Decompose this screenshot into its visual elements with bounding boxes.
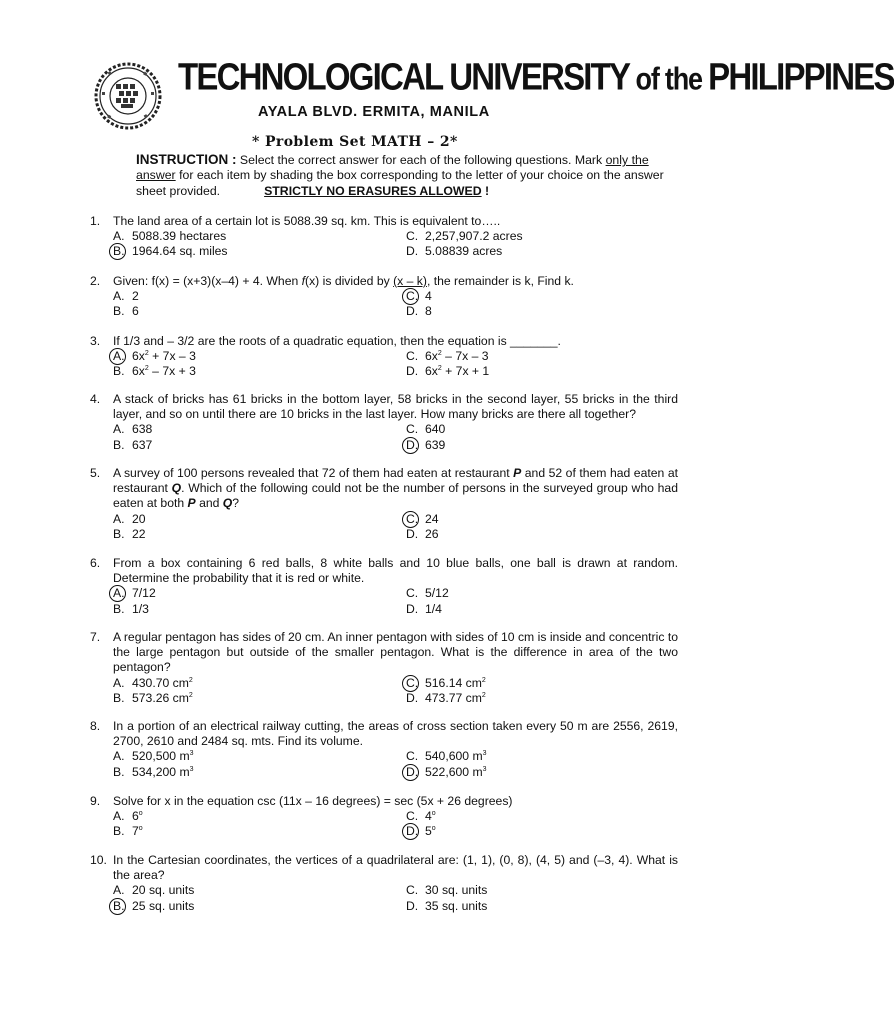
option-letter-circled: D. (406, 824, 425, 839)
question-2 (90, 274, 678, 319)
option-letter: B. (113, 601, 125, 616)
option-c (406, 289, 432, 304)
instruction-text-b: for each item by shading the box corresponding to the letter of your choice on the answer sheet provided. (136, 168, 664, 198)
stem-part: (x) is divided by (305, 274, 394, 288)
option-d (406, 765, 487, 780)
stem-part: f (301, 274, 306, 288)
question-number: 4. (90, 392, 101, 406)
option-letter-circled: B. (113, 244, 132, 259)
option-letter: D. (406, 898, 419, 913)
option-letter: D. (406, 601, 419, 616)
option-c (406, 749, 487, 764)
degree-sign: o (431, 810, 436, 818)
option-text: 637 (132, 437, 153, 452)
option-letter: B. (113, 364, 125, 379)
question-stem: A stack of bricks has 61 bricks in the bottom layer, 58 bricks in the second layer, 55 bricks in the third layer, and so on until there are 10 bricks in the last layer. How many bricks are there all together? (113, 392, 678, 422)
option-text: 6 (132, 304, 139, 319)
option-letter: A. (113, 229, 125, 244)
university-address: AYALA BLVD. ERMITA, MANILA (258, 104, 490, 120)
option-text: 639 (425, 437, 446, 452)
exponent: 3 (482, 765, 487, 773)
options (113, 676, 678, 706)
degree-sign: o (138, 810, 143, 818)
option-letter: B. (113, 304, 125, 319)
option-text: + 7x + 1 (441, 364, 490, 379)
option-text: + 7x – 3 (148, 349, 196, 364)
option-text: 534,200 m (132, 764, 190, 779)
option-text: 473.77 cm (425, 690, 482, 705)
option-text: 6x (132, 364, 145, 379)
option-b (113, 527, 146, 542)
option-text: 20 (132, 511, 146, 526)
stem-part: Q (222, 496, 233, 511)
option-text: 30 sq. units (425, 883, 488, 898)
exponent: 3 (189, 765, 194, 773)
option-letter-circled: A. (113, 586, 132, 601)
option-c (406, 512, 439, 527)
option-text: 24 (425, 511, 439, 526)
stem-part: and 52 of them had eaten at restaurant (113, 466, 678, 496)
option-letter-circled: D. (406, 765, 425, 780)
exponent: 2 (481, 676, 486, 684)
option-c (406, 676, 486, 691)
stem-part: P (513, 466, 522, 480)
stem-part: . Which of the following could not be the number of persons in the surveyed group who had eaten at both (113, 481, 678, 511)
question-9 (90, 794, 678, 839)
option-text: – 7x – 3 (441, 349, 489, 364)
option-text: 4 (425, 289, 432, 304)
option-letter: A. (113, 809, 125, 824)
options (113, 289, 678, 319)
title-part-1: TECHNOLOGICAL UNIVERSITY (178, 54, 630, 98)
option-text: 25 sq. units (132, 898, 195, 913)
exponent: 2 (437, 365, 442, 373)
option-text: 5.08839 acres (425, 244, 503, 259)
option-letter: C. (406, 349, 419, 364)
option-a (113, 809, 143, 824)
option-text: – 7x + 3 (148, 364, 196, 379)
university-title (178, 54, 894, 100)
instruction-block (136, 152, 676, 199)
option-letter: A. (113, 511, 125, 526)
option-letter-circled: D. (406, 438, 425, 453)
option-d (406, 899, 487, 914)
option-text: 35 sq. units (425, 898, 488, 913)
option-b (113, 824, 143, 839)
option-b (113, 765, 194, 780)
option-letter: A. (113, 749, 125, 764)
question-7 (90, 630, 678, 706)
option-text: 1/3 (132, 601, 149, 616)
option-b (113, 364, 196, 379)
option-text: 6x (132, 349, 145, 364)
question-number: 1. (90, 214, 101, 228)
instruction-strict-end: ! (481, 183, 490, 198)
option-text: 1964.64 sq. miles (132, 244, 228, 259)
option-letter: B. (113, 824, 125, 839)
question-number: 3. (90, 334, 101, 348)
option-text: 1/4 (425, 601, 442, 616)
option-letter: C. (406, 809, 419, 824)
stem-part: , the remainder is k, Find k. (426, 274, 574, 288)
question-stem: Solve for x in the equation csc (11x – 16 degrees) = sec (5x + 26 degrees) (113, 794, 513, 808)
option-letter: D. (406, 304, 419, 319)
stem-part: P (187, 496, 196, 511)
option-b (113, 304, 139, 319)
options (113, 349, 678, 379)
option-letter: D. (406, 364, 419, 379)
option-text: 640 (425, 422, 446, 437)
question-stem (113, 466, 678, 512)
question-8 (90, 719, 678, 779)
question-number: 6. (90, 556, 101, 570)
option-text: 520,500 m (132, 749, 190, 764)
instruction-strict: STRICTLY NO ERASURES ALLOWED (264, 183, 482, 198)
option-letter: D. (406, 244, 419, 259)
option-letter: A. (113, 289, 125, 304)
instruction-text-a: Select the correct answer for each of the following questions. Mark (236, 153, 606, 167)
option-text: 516.14 cm (425, 675, 482, 690)
option-a (113, 883, 194, 898)
option-c (406, 422, 445, 437)
question-stem (113, 274, 678, 289)
option-d (406, 244, 502, 259)
question-stem: In a portion of an electrical railway cutting, the areas of cross section taken every 50 m are 2556, 2619, 2700, 2610 and 2484 sq. mts. Find its volume. (113, 719, 678, 749)
exponent: 2 (144, 350, 149, 358)
exponent: 2 (188, 691, 193, 699)
option-text: 6x (425, 364, 438, 379)
option-letter: A. (113, 675, 125, 690)
question-number: 7. (90, 630, 101, 644)
option-a (113, 289, 139, 304)
option-b (113, 602, 149, 617)
question-stem: A regular pentagon has sides of 20 cm. An inner pentagon with sides of 10 cm is inside and concentric to the large pentagon but outside of the smaller pentagon. What is the difference in area of the two pentagon? (113, 630, 678, 675)
option-text: 7 (132, 824, 139, 839)
exponent: 3 (482, 750, 487, 758)
option-d (406, 438, 445, 453)
option-text: 26 (425, 526, 439, 541)
question-1 (90, 214, 678, 259)
option-d (406, 691, 486, 706)
option-letter: D. (406, 690, 419, 705)
problem-set-title: * Problem Set MATH – 2* (252, 134, 458, 150)
option-text: 2,257,907.2 acres (425, 229, 523, 244)
question-number: 10. (90, 853, 107, 867)
option-c (406, 809, 436, 824)
option-letter: C. (406, 749, 419, 764)
question-6 (90, 556, 678, 616)
options (113, 422, 678, 452)
option-letter: C. (406, 422, 419, 437)
exponent: 2 (188, 676, 193, 684)
option-c (406, 883, 487, 898)
options (113, 586, 678, 616)
option-a (113, 676, 193, 691)
option-text: 5088.39 hectares (132, 229, 227, 244)
instruction-text-underlined: only the answer (136, 153, 649, 183)
question-number: 2. (90, 274, 101, 288)
option-d (406, 824, 436, 839)
stem-part: A survey of 100 persons revealed that 72 of them had eaten at restaurant (113, 466, 514, 480)
stem-part: Given: f(x) = (x+3)(x–4) + 4. When (113, 274, 302, 288)
option-letter-circled: C. (406, 676, 425, 691)
question-stem: If 1/3 and – 3/2 are the roots of a quadratic equation, then the equation is _______. (113, 334, 561, 348)
university-seal-logo (94, 62, 162, 130)
option-a (113, 512, 146, 527)
option-d (406, 304, 432, 319)
option-letter: D. (406, 526, 419, 541)
title-part-2: of the (629, 61, 709, 97)
option-a (113, 586, 156, 601)
option-b (113, 691, 193, 706)
option-letter: A. (113, 422, 125, 437)
option-c (406, 349, 489, 364)
option-text: 8 (425, 304, 432, 319)
options (113, 229, 678, 259)
option-text: 6 (132, 809, 139, 824)
option-text: 22 (132, 526, 146, 541)
option-letter: C. (406, 586, 419, 601)
question-number: 9. (90, 794, 101, 808)
option-a (113, 349, 196, 364)
option-text: 430.70 cm (132, 675, 189, 690)
options (113, 809, 678, 839)
option-letter-circled: B. (113, 899, 132, 914)
question-5 (90, 466, 678, 542)
stem-part: and (195, 496, 223, 511)
option-a (113, 422, 152, 437)
option-b (113, 244, 228, 259)
stem-part: (x – k) (393, 274, 427, 288)
stem-part: Q (171, 481, 182, 496)
exponent: 3 (189, 750, 194, 758)
options (113, 883, 678, 913)
option-c (406, 229, 523, 244)
option-text: 638 (132, 422, 153, 437)
title-part-3: PHILIPPINES (708, 54, 894, 98)
option-d (406, 602, 442, 617)
degree-sign: o (138, 825, 143, 833)
question-number: 8. (90, 719, 101, 733)
option-text: 573.26 cm (132, 690, 189, 705)
option-letter: B. (113, 690, 125, 705)
options (113, 512, 678, 542)
option-text: 7/12 (132, 586, 156, 601)
exponent: 2 (437, 350, 442, 358)
option-letter: B. (113, 526, 125, 541)
option-letter-circled: C. (406, 289, 425, 304)
question-stem: In the Cartesian coordinates, the vertices of a quadrilateral are: (1, 1), (0, 8), (4, 5) and (–3, 4). What is the area? (113, 853, 678, 883)
question-number: 5. (90, 466, 101, 480)
option-text: 540,600 m (425, 749, 483, 764)
instruction-label: INSTRUCTION : (136, 152, 237, 167)
option-a (113, 229, 226, 244)
option-letter: C. (406, 883, 419, 898)
exponent: 2 (481, 691, 486, 699)
option-letter: A. (113, 883, 125, 898)
stem-part: ? (232, 496, 240, 511)
option-letter-circled: C. (406, 512, 425, 527)
option-letter: B. (113, 764, 125, 779)
option-a (113, 749, 194, 764)
question-stem: From a box containing 6 red balls, 8 white balls and 10 blue balls, one ball is drawn at random. Determine the probability that it is red or white. (113, 556, 678, 586)
question-3 (90, 334, 678, 379)
options (113, 749, 678, 779)
option-letter: C. (406, 229, 419, 244)
option-d (406, 527, 439, 542)
option-b (113, 899, 194, 914)
option-text: 4 (425, 809, 432, 824)
option-letter-circled: A. (113, 349, 132, 364)
option-d (406, 364, 489, 379)
question-4 (90, 392, 678, 452)
degree-sign: o (431, 825, 436, 833)
exponent: 2 (144, 365, 149, 373)
option-text: 5 (425, 824, 432, 839)
option-text: 5/12 (425, 586, 449, 601)
option-c (406, 586, 449, 601)
option-b (113, 438, 152, 453)
question-10 (90, 853, 678, 913)
option-letter: B. (113, 437, 125, 452)
question-stem: The land area of a certain lot is 5088.39 sq. km. This is equivalent to….. (113, 214, 501, 228)
option-text: 6x (425, 349, 438, 364)
option-text: 20 sq. units (132, 883, 195, 898)
option-text: 522,600 m (425, 764, 483, 779)
option-text: 2 (132, 289, 139, 304)
